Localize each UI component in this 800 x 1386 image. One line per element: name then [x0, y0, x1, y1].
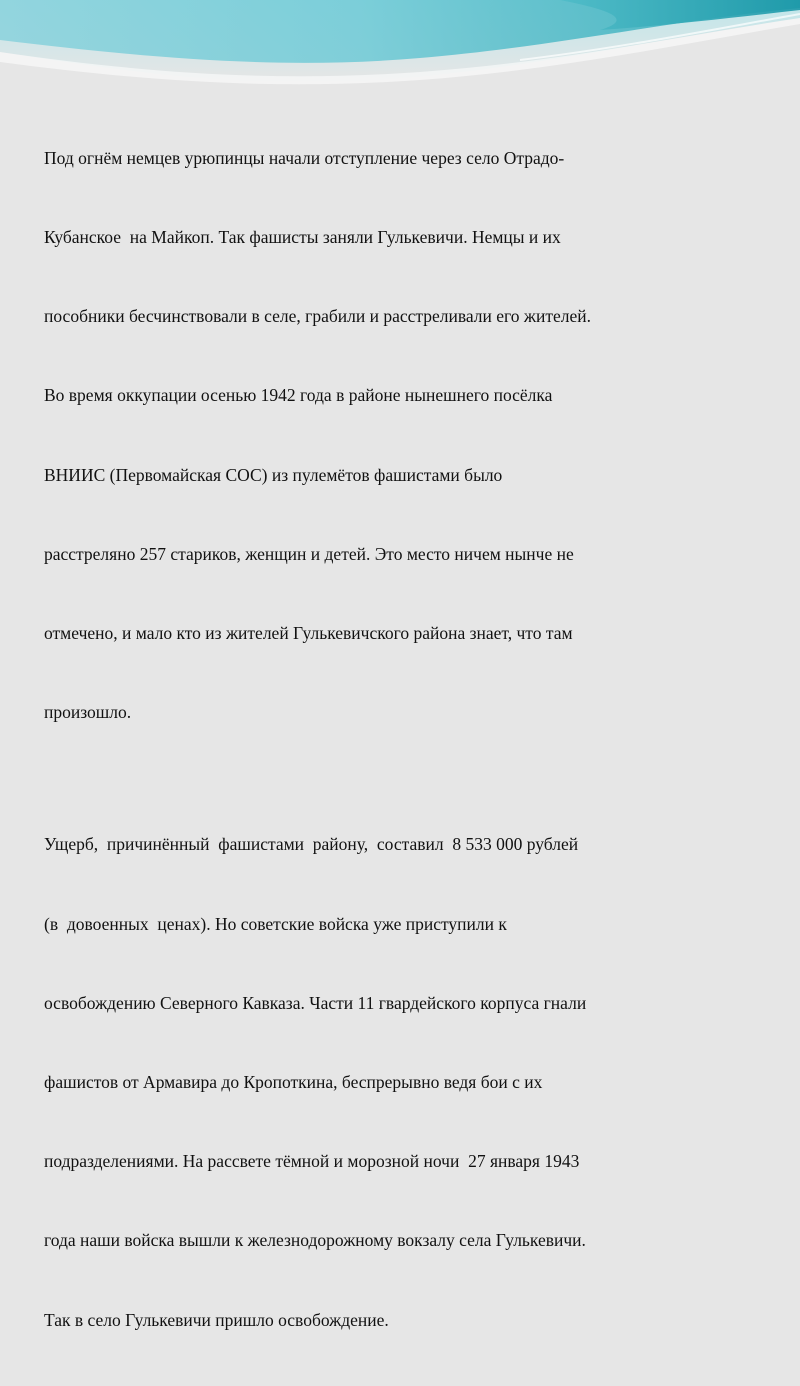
- text-line: ВНИИС (Первомайская СОС) из пулемётов фашистами было: [44, 464, 503, 485]
- text-line: освобождению Северного Кавказа. Части 11 гвардейского корпуса гнали: [44, 992, 587, 1013]
- paragraph-occupation: [44, 92, 764, 779]
- text-line: Ущерб, причинённый фашистами району, составил 8 533 000 рублей: [44, 834, 579, 855]
- wave-header-decoration: [0, 0, 800, 95]
- text-line: расстреляно 257 стариков, женщин и детей. Это место ничем нынче не: [44, 543, 574, 564]
- text-line: фашистов от Армавира до Кропоткина, беспрерывно ведя бои с их: [44, 1072, 543, 1093]
- text-line: года наши войска вышли к железнодорожному вокзалу села Гулькевичи.: [44, 1230, 586, 1251]
- paragraph-liberation: [44, 779, 764, 1386]
- text-line: Под огнём немцев урюпинцы начали отступление через село Отрадо-: [44, 147, 565, 168]
- slide-body-text: [44, 92, 764, 1386]
- text-line: подразделениями. На рассвете тёмной и морозной ночи 27 января 1943: [44, 1151, 580, 1172]
- text-line: пособники бесчинствовали в селе, грабили и расстреливали его жителей.: [44, 306, 592, 327]
- text-line: (в довоенных ценах). Но советские войска уже приступили к: [44, 913, 507, 934]
- text-line: произошло.: [44, 702, 132, 723]
- text-line: Так в село Гулькевичи пришло освобождение.: [44, 1309, 389, 1330]
- text-line: Во время оккупации осенью 1942 года в районе нынешнего посёлка: [44, 385, 553, 406]
- text-line: отмечено, и мало кто из жителей Гулькевичского района знает, что там: [44, 623, 573, 644]
- text-line: Кубанское на Майкоп. Так фашисты заняли Гулькевичи. Немцы и их: [44, 227, 561, 248]
